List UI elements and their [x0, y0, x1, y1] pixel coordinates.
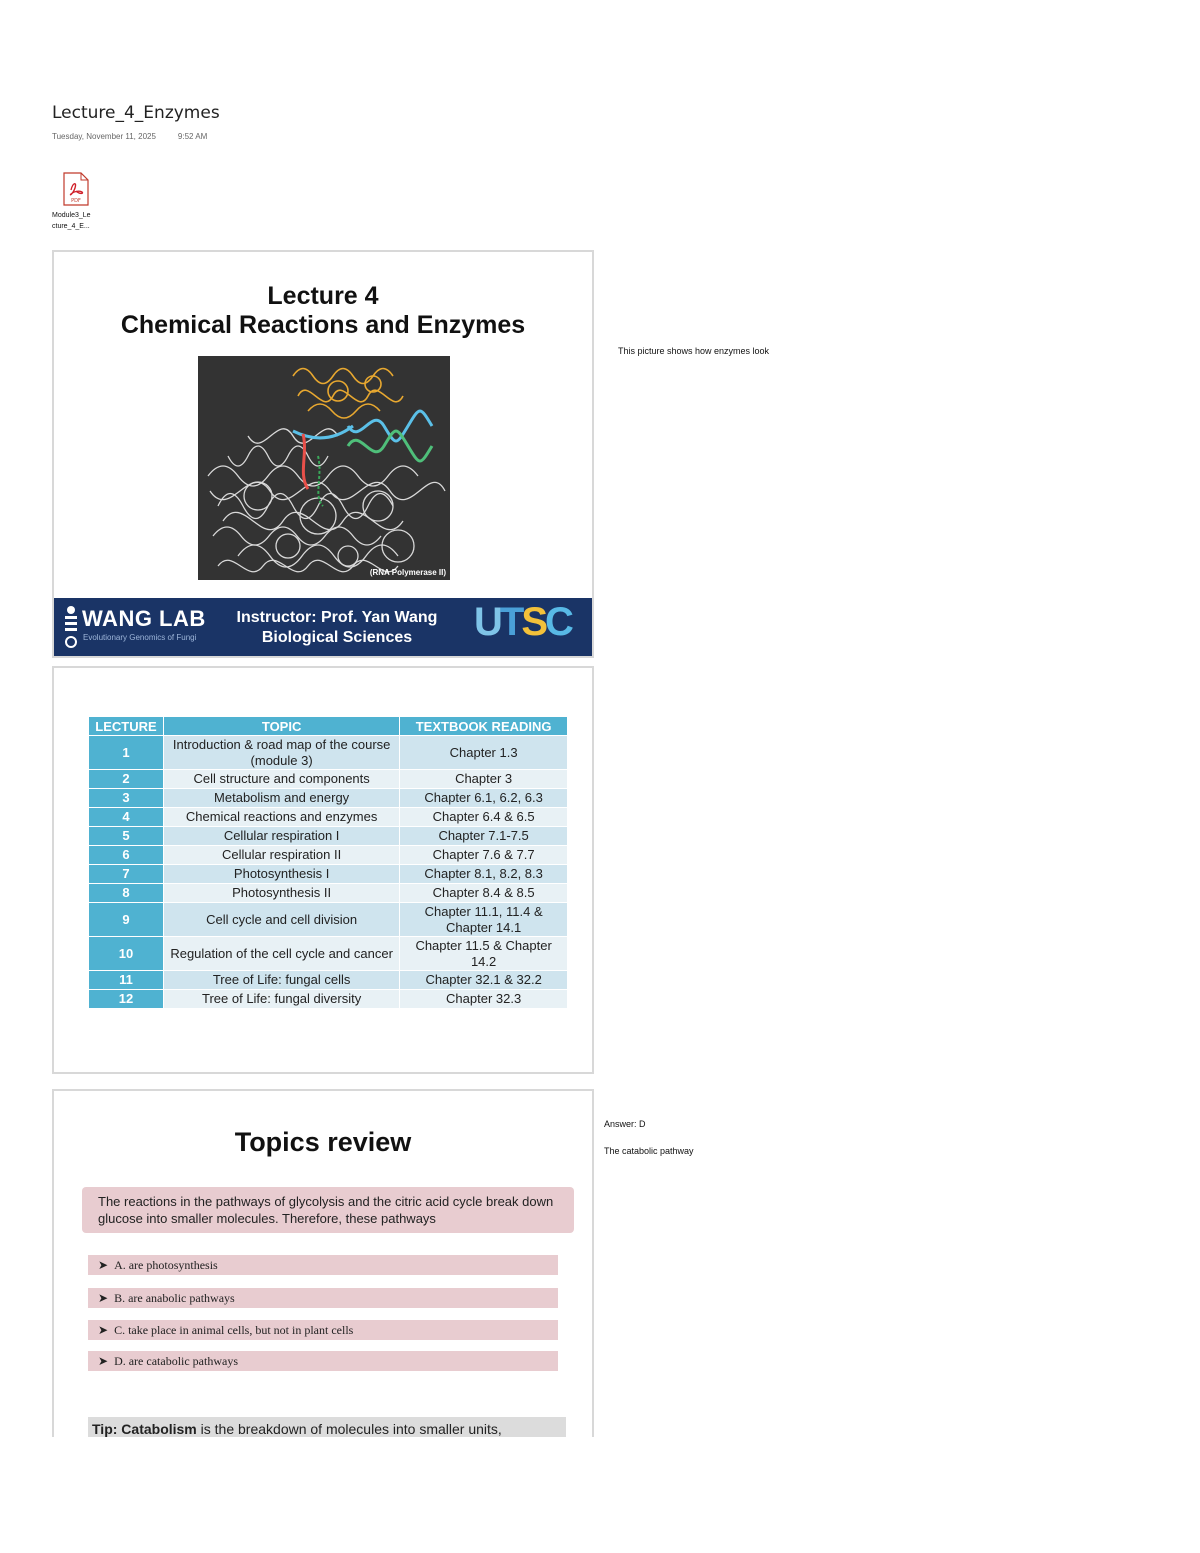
option-b: ➤ B. are anabolic pathways	[88, 1288, 558, 1308]
table-header-row	[89, 717, 568, 736]
instructor-info: Instructor: Prof. Yan Wang Biological Sciences	[236, 609, 438, 646]
slide-title: Lecture 4 Chemical Reactions and Enzymes	[120, 282, 526, 339]
note-answer: Answer: D	[604, 1119, 646, 1129]
table-row: 10 Regulation of the cell cycle and cancer Chapter 11.5 & Chapter 14.2	[89, 937, 568, 971]
pdf-file-icon	[63, 172, 89, 206]
arrow-bullet-icon: ➤	[98, 1354, 109, 1368]
image-caption: (RNA Polymerase II)	[369, 568, 446, 577]
table-row: 4 Chemical reactions and enzymes Chapter 6.4 & 6.5	[89, 808, 568, 827]
lab-subtitle: Evolutionary Genomics of Fungi	[83, 633, 197, 642]
table-row: 3 Metabolism and energy Chapter 6.1, 6.2, 6.3	[89, 789, 568, 808]
tip-text: Tip: Catabolism is the breakdown of molecules into smaller units,	[88, 1417, 566, 1437]
slide-banner	[54, 598, 592, 656]
date-text: Tuesday, November 11, 2025	[52, 132, 156, 141]
schedule-table	[88, 716, 568, 1009]
slide-lecture-title	[52, 250, 594, 658]
table-row: 8 Photosynthesis II Chapter 8.4 & 8.5	[89, 884, 568, 903]
header-lecture: LECTURE	[89, 717, 164, 736]
option-d: ➤ D. are catabolic pathways	[88, 1351, 558, 1371]
slide-title: Topics review	[234, 1127, 412, 1157]
note-enzyme-picture: This picture shows how enzymes look	[618, 346, 770, 356]
table-row: 9 Cell cycle and cell division Chapter 11.1, 11.4 & Chapter 14.1	[89, 903, 568, 937]
pdf-attachment[interactable]	[52, 172, 112, 232]
arrow-bullet-icon: ➤	[98, 1291, 109, 1305]
table-row: 2 Cell structure and components Chapter 3	[89, 770, 568, 789]
wang-lab-logo-icon	[62, 604, 80, 655]
table-row: 6 Cellular respiration II Chapter 7.6 & 7.7	[89, 846, 568, 865]
slide-topics-review	[52, 1089, 594, 1437]
option-c: ➤ C. take place in animal cells, but not in plant cells	[88, 1320, 558, 1340]
note-explanation: The catabolic pathway	[604, 1146, 694, 1156]
arrow-bullet-icon: ➤	[98, 1323, 109, 1337]
page-title: Lecture_4_Enzymes	[52, 103, 220, 123]
time-text: 9:52 AM	[177, 132, 208, 141]
table-row: 7 Photosynthesis I Chapter 8.1, 8.2, 8.3	[89, 865, 568, 884]
question-text: The reactions in the pathways of glycolysis and the citric acid cycle break down glucose into smaller molecules. Therefore, these pathways	[82, 1187, 574, 1233]
lab-name: WANG LAB	[82, 606, 206, 631]
attachment-label: Module3_Le cture_4_E...	[52, 212, 91, 230]
svg-text:PDF: PDF	[71, 198, 81, 204]
table-row: 1 Introduction & road map of the course (module 3) Chapter 1.3	[89, 736, 568, 770]
slide-lecture-schedule	[52, 666, 594, 1074]
utsc-logo: UTSC	[474, 600, 571, 644]
header-topic: TOPIC	[164, 717, 400, 736]
table-row: 11 Tree of Life: fungal cells Chapter 32.1 & 32.2	[89, 971, 568, 990]
arrow-bullet-icon: ➤	[98, 1258, 109, 1272]
option-a: ➤ A. are photosynthesis	[88, 1255, 558, 1275]
rna-polymerase-image	[198, 356, 450, 580]
page-date	[52, 132, 207, 141]
header-reading: TEXTBOOK READING	[400, 717, 568, 736]
table-row: 12 Tree of Life: fungal diversity Chapter 32.3	[89, 990, 568, 1009]
table-row: 5 Cellular respiration I Chapter 7.1-7.5	[89, 827, 568, 846]
